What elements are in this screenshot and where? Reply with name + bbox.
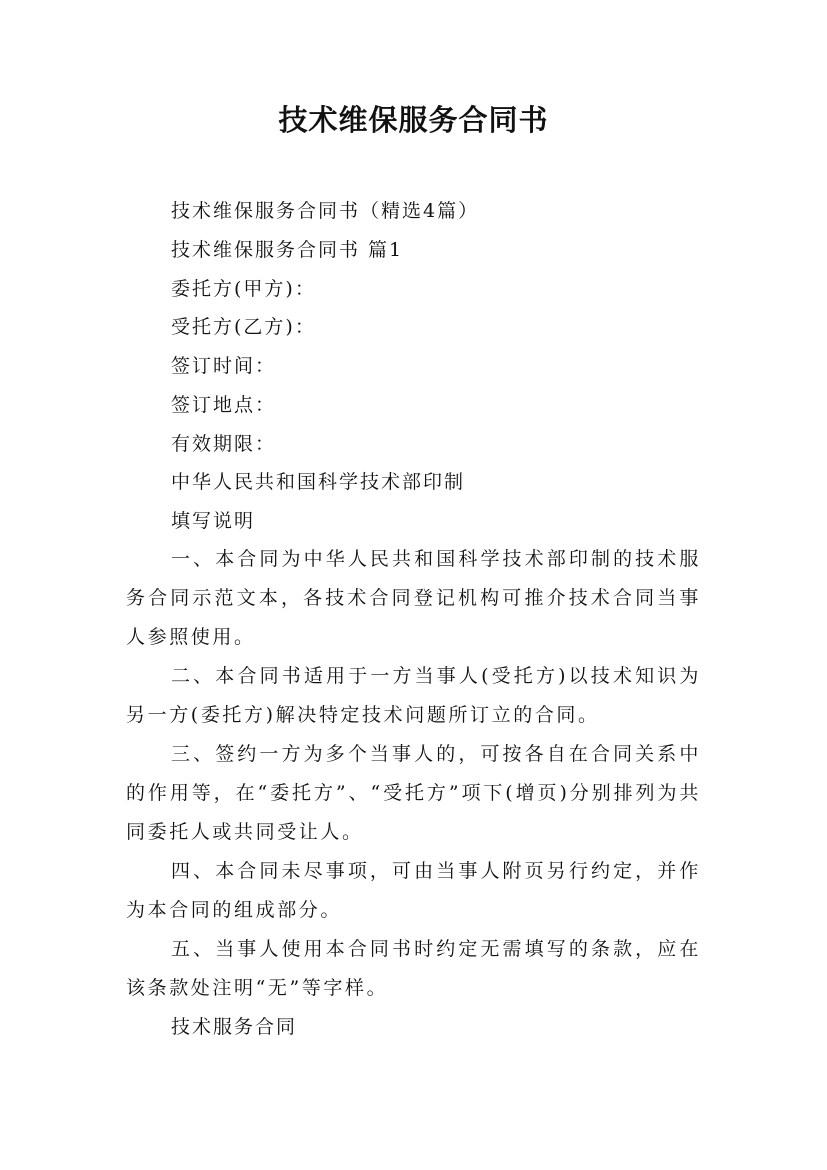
instructions-heading: 填写说明 <box>171 510 256 532</box>
section-heading: 技术维保服务合同书 篇1 <box>171 239 404 261</box>
instruction-paragraph-3: 三、签约一方为多个当事人的，可按各自在合同关系中的作用等，在“委托方”、“受托方”项下(增页)分别排列为共同委托人或共同受让人。 <box>126 743 701 843</box>
signing-location-field: 签订地点： <box>171 394 277 416</box>
instruction-paragraph-2: 二、本合同书适用于一方当事人(受托方)以技术知识为另一方(委托方)解决特定技术问题所订立的合同。 <box>126 665 701 726</box>
validity-period-field: 有效期限： <box>171 433 277 455</box>
contractor-party-field: 受托方(乙方)： <box>171 316 316 338</box>
instruction-paragraph-5: 五、当事人使用本合同书时约定无需填写的条款，应在该条款处注明“无”等字样。 <box>126 938 701 999</box>
subtitle-line: 技术维保服务合同书（精选4篇） <box>171 200 480 222</box>
signing-time-field: 签订时间： <box>171 355 277 377</box>
contract-section-heading: 技术服务合同 <box>171 1016 298 1038</box>
client-party-field: 委托方(甲方)： <box>171 278 316 300</box>
issuer-line: 中华人民共和国科学技术部印制 <box>171 471 466 493</box>
document-title: 技术维保服务合同书 <box>278 103 549 137</box>
instruction-paragraph-4: 四、本合同未尽事项，可由当事人附页另行约定，并作为本合同的组成部分。 <box>126 860 701 921</box>
instruction-paragraph-1: 一、本合同为中华人民共和国科学技术部印制的技术服务合同示范文本，各技术合同登记机构可推介技术合同当事人参照使用。 <box>126 548 701 648</box>
